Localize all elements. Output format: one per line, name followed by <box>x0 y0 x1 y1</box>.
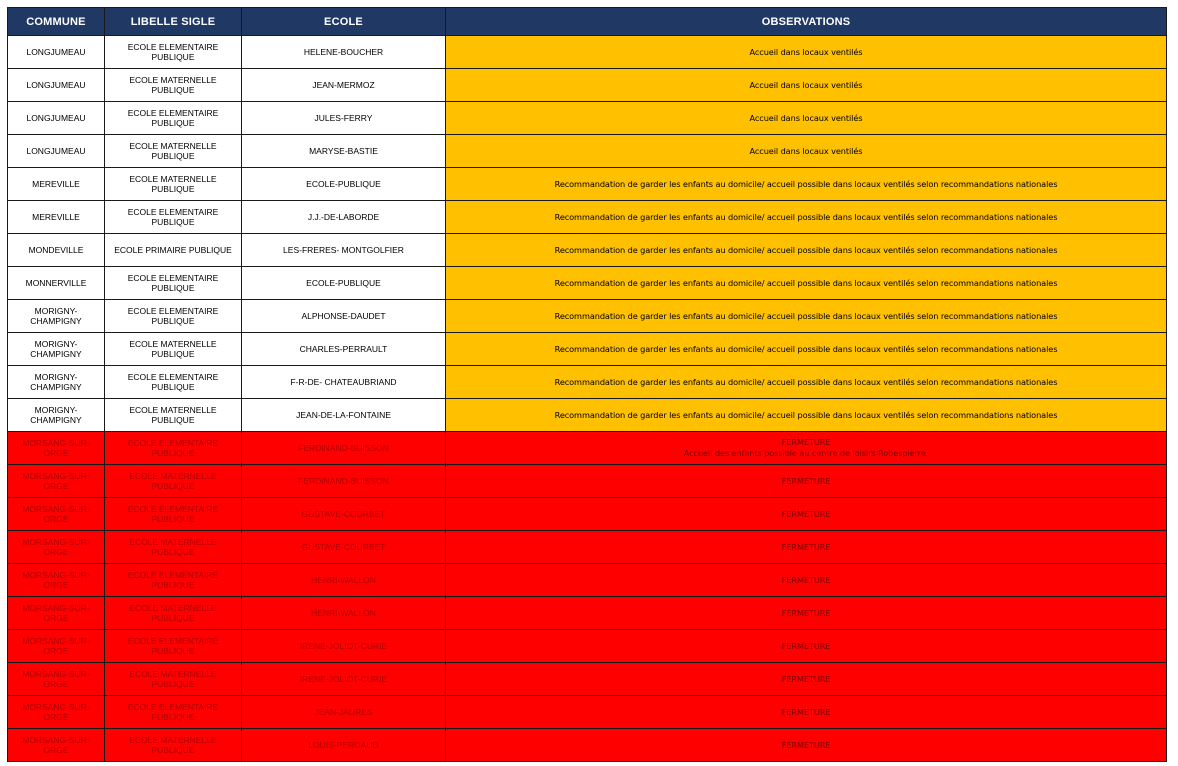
commune-cell: MORIGNY-CHAMPIGNY <box>8 300 105 333</box>
ecole-cell: IRENE-JOLIOT-CURIE <box>242 663 446 696</box>
table-row <box>8 234 1167 267</box>
observation-text: FERMETURE <box>781 739 831 750</box>
observation-text: Accueil dans locaux ventilés <box>749 112 863 123</box>
table-row <box>8 432 1167 465</box>
observation-text: Recommandation de garder les enfants au domicile/ accueil possible dans locaux ventilés selon recommandations nationales <box>554 178 1058 189</box>
libelle-sigle-cell: ECOLE MATERNELLE PUBLIQUE <box>105 69 242 102</box>
table-row <box>8 630 1167 663</box>
ecole-cell: FERDINAND-BUISSON <box>242 465 446 498</box>
observation-text: Recommandation de garder les enfants au domicile/ accueil possible dans locaux ventilés selon recommandations nationales <box>554 310 1058 321</box>
commune-cell: MORSANG-SUR-ORGE <box>8 531 105 564</box>
observations-cell <box>446 597 1167 630</box>
table-row <box>8 102 1167 135</box>
observations-cell <box>446 168 1167 201</box>
commune-cell: MORIGNY-CHAMPIGNY <box>8 399 105 432</box>
commune-cell: MORSANG-SUR-ORGE <box>8 432 105 465</box>
libelle-sigle-cell: ECOLE MATERNELLE PUBLIQUE <box>105 399 242 432</box>
ecole-cell: CHARLES-PERRAULT <box>242 333 446 366</box>
ecole-cell: F-R-DE- CHATEAUBRIAND <box>242 366 446 399</box>
observation-text: Accueil dans locaux ventilés <box>749 145 863 156</box>
ecole-cell: MARYSE-BASTIE <box>242 135 446 168</box>
ecole-cell: ECOLE-PUBLIQUE <box>242 168 446 201</box>
ecole-cell: ECOLE-PUBLIQUE <box>242 267 446 300</box>
commune-cell: LONGJUMEAU <box>8 36 105 69</box>
libelle-sigle-cell: ECOLE ELEMENTAIRE PUBLIQUE <box>105 36 242 69</box>
ecole-cell: JEAN-DE-LA-FONTAINE <box>242 399 446 432</box>
ecole-cell: GUSTAVE-COURBET <box>242 498 446 531</box>
commune-cell: MEREVILLE <box>8 168 105 201</box>
commune-cell: MORSANG-SUR-ORGE <box>8 696 105 729</box>
libelle-sigle-cell: ECOLE MATERNELLE PUBLIQUE <box>105 135 242 168</box>
observation-text: FERMETURE <box>781 437 831 447</box>
commune-cell: MONNERVILLE <box>8 267 105 300</box>
commune-cell: LONGJUMEAU <box>8 69 105 102</box>
commune-cell: MEREVILLE <box>8 201 105 234</box>
observation-text: Recommandation de garder les enfants au domicile/ accueil possible dans locaux ventilés selon recommandations nationales <box>554 409 1058 420</box>
libelle-sigle-cell: ECOLE ELEMENTAIRE PUBLIQUE <box>105 102 242 135</box>
libelle-sigle-cell: ECOLE MATERNELLE PUBLIQUE <box>105 597 242 630</box>
observations-cell <box>446 69 1167 102</box>
schools-table <box>7 7 1167 762</box>
observations-cell <box>446 729 1167 762</box>
observations-cell <box>446 102 1167 135</box>
table-body <box>8 36 1167 762</box>
commune-cell: MORSANG-SUR-ORGE <box>8 597 105 630</box>
observations-cell <box>446 498 1167 531</box>
libelle-sigle-cell: ECOLE PRIMAIRE PUBLIQUE <box>105 234 242 267</box>
observation-text: Accueil des enfants possible au centre de loisirs Robespierre. <box>683 448 929 458</box>
observation-text: FERMETURE <box>781 541 831 552</box>
table-row <box>8 300 1167 333</box>
table-row <box>8 333 1167 366</box>
observations-cell <box>446 333 1167 366</box>
observations-cell <box>446 663 1167 696</box>
observations-cell <box>446 630 1167 663</box>
table-row <box>8 531 1167 564</box>
libelle-sigle-cell: ECOLE ELEMENTAIRE PUBLIQUE <box>105 366 242 399</box>
libelle-sigle-cell: ECOLE ELEMENTAIRE PUBLIQUE <box>105 696 242 729</box>
table-row <box>8 729 1167 762</box>
observations-cell <box>446 696 1167 729</box>
commune-cell: MORIGNY-CHAMPIGNY <box>8 333 105 366</box>
observation-text: FERMETURE <box>781 706 831 717</box>
observations-cell <box>446 201 1167 234</box>
observations-cell <box>446 135 1167 168</box>
ecole-cell: HELENE-BOUCHER <box>242 36 446 69</box>
libelle-sigle-cell: ECOLE MATERNELLE PUBLIQUE <box>105 531 242 564</box>
header-row <box>8 8 1167 36</box>
ecole-cell: J.J.-DE-LABORDE <box>242 201 446 234</box>
table-row <box>8 564 1167 597</box>
table-row <box>8 597 1167 630</box>
observation-text: Recommandation de garder les enfants au domicile/ accueil possible dans locaux ventilés selon recommandations nationales <box>554 376 1058 387</box>
observations-cell <box>446 267 1167 300</box>
commune-cell: LONGJUMEAU <box>8 102 105 135</box>
observation-text: FERMETURE <box>781 508 831 519</box>
table-row <box>8 465 1167 498</box>
observation-text: Recommandation de garder les enfants au domicile/ accueil possible dans locaux ventilés selon recommandations nationales <box>554 343 1058 354</box>
observations-cell <box>446 234 1167 267</box>
table-row <box>8 168 1167 201</box>
commune-cell: LONGJUMEAU <box>8 135 105 168</box>
commune-cell: MONDEVILLE <box>8 234 105 267</box>
libelle-sigle-cell: ECOLE ELEMENTAIRE PUBLIQUE <box>105 300 242 333</box>
observation-text: Accueil dans locaux ventilés <box>749 79 863 90</box>
ecole-cell: JEAN-JAURES <box>242 696 446 729</box>
observation-text: FERMETURE <box>781 640 831 651</box>
libelle-sigle-cell: ECOLE ELEMENTAIRE PUBLIQUE <box>105 201 242 234</box>
ecole-cell: ALPHONSE-DAUDET <box>242 300 446 333</box>
ecole-cell: JULES-FERRY <box>242 102 446 135</box>
table-row <box>8 498 1167 531</box>
table-row <box>8 696 1167 729</box>
ecole-cell: GUSTAVE-COURBET <box>242 531 446 564</box>
observations-cell <box>446 531 1167 564</box>
commune-cell: MORSANG-SUR-ORGE <box>8 663 105 696</box>
observation-text: FERMETURE <box>781 673 831 684</box>
commune-cell: MORSANG-SUR-ORGE <box>8 729 105 762</box>
table-header <box>8 8 1167 36</box>
observations-cell <box>446 432 1167 465</box>
libelle-sigle-cell: ECOLE MATERNELLE PUBLIQUE <box>105 465 242 498</box>
table-row <box>8 663 1167 696</box>
libelle-sigle-cell: ECOLE ELEMENTAIRE PUBLIQUE <box>105 267 242 300</box>
column-header-libelle-sigle: LIBELLE SIGLE <box>105 8 242 36</box>
observation-text: Recommandation de garder les enfants au domicile/ accueil possible dans locaux ventilés selon recommandations nationales <box>554 277 1058 288</box>
observations-cell <box>446 399 1167 432</box>
observation-text: Accueil dans locaux ventilés <box>749 46 863 57</box>
observation-text: FERMETURE <box>781 607 831 618</box>
column-header-ecole: ECOLE <box>242 8 446 36</box>
ecole-cell: IRENE-JOLIOT-CURIE <box>242 630 446 663</box>
observation-text: FERMETURE <box>781 475 831 486</box>
commune-cell: MORSANG-SUR-ORGE <box>8 630 105 663</box>
commune-cell: MORSANG-SUR-ORGE <box>8 498 105 531</box>
table-row <box>8 36 1167 69</box>
commune-cell: MORSANG-SUR-ORGE <box>8 465 105 498</box>
commune-cell: MORSANG-SUR-ORGE <box>8 564 105 597</box>
column-header-commune: COMMUNE <box>8 8 105 36</box>
ecole-cell: HENRI-WALLON <box>242 597 446 630</box>
libelle-sigle-cell: ECOLE MATERNELLE PUBLIQUE <box>105 168 242 201</box>
table-row <box>8 69 1167 102</box>
observations-cell <box>446 36 1167 69</box>
commune-cell: MORIGNY-CHAMPIGNY <box>8 366 105 399</box>
observations-cell <box>446 300 1167 333</box>
ecole-cell: LES-FRERES- MONTGOLFIER <box>242 234 446 267</box>
table-row <box>8 267 1167 300</box>
observations-cell <box>446 564 1167 597</box>
observations-cell <box>446 465 1167 498</box>
ecole-cell: JEAN-MERMOZ <box>242 69 446 102</box>
ecole-cell: LOUIS-PERGAUD <box>242 729 446 762</box>
observation-text: Recommandation de garder les enfants au domicile/ accueil possible dans locaux ventilés selon recommandations nationales <box>554 244 1058 255</box>
ecole-cell: FERDINAND-BUISSON <box>242 432 446 465</box>
libelle-sigle-cell: ECOLE ELEMENTAIRE PUBLIQUE <box>105 630 242 663</box>
column-header-observations: OBSERVATIONS <box>446 8 1167 36</box>
table-row <box>8 399 1167 432</box>
libelle-sigle-cell: ECOLE ELEMENTAIRE PUBLIQUE <box>105 432 242 465</box>
table-row <box>8 366 1167 399</box>
libelle-sigle-cell: ECOLE MATERNELLE PUBLIQUE <box>105 729 242 762</box>
observation-text: Recommandation de garder les enfants au domicile/ accueil possible dans locaux ventilés selon recommandations nationales <box>554 211 1058 222</box>
libelle-sigle-cell: ECOLE ELEMENTAIRE PUBLIQUE <box>105 498 242 531</box>
table-row <box>8 135 1167 168</box>
libelle-sigle-cell: ECOLE ELEMENTAIRE PUBLIQUE <box>105 564 242 597</box>
observation-text: FERMETURE <box>781 574 831 585</box>
table-row <box>8 201 1167 234</box>
libelle-sigle-cell: ECOLE MATERNELLE PUBLIQUE <box>105 663 242 696</box>
observations-cell <box>446 366 1167 399</box>
libelle-sigle-cell: ECOLE MATERNELLE PUBLIQUE <box>105 333 242 366</box>
ecole-cell: HENRI-WALLON <box>242 564 446 597</box>
